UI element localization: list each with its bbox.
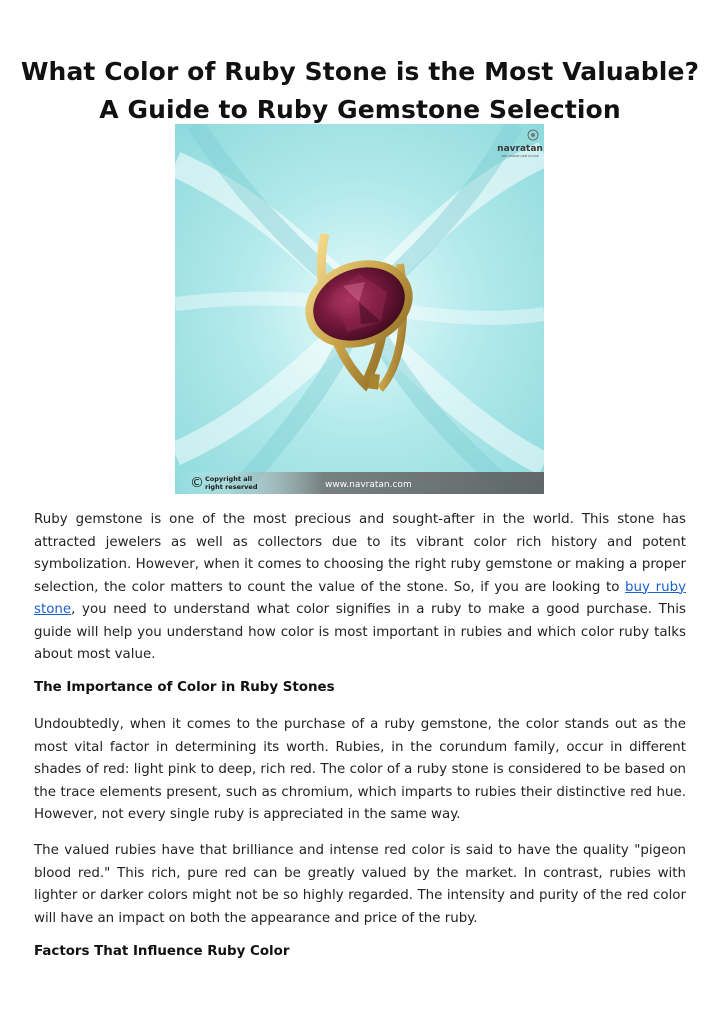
page-title (0, 53, 720, 129)
ruby-ring-photo (175, 124, 544, 494)
importance-paragraph: Undoubtedly, when it comes to the purchase of a ruby gemstone, the color stands out as the most vital factor in determining its worth. Rubies, in the corundum family, occur in different shades of red: light pink to deep, rich red. The color of a ruby stone is considered to be based on the trace elements present, such as chromium, which imparts to rubies their distinctive red hue. However, not every single ruby is appreciated in the same way. (34, 717, 686, 822)
intro-text-before-link: Ruby gemstone is one of the most precious and sought-after in the world. This stone has attracted jewelers as well as collectors due to its vibrant color rich history and potent symbolization. However, when it comes to choosing the right ruby gemstone or making a proper selection, the color matters to count the value of the stone. So, if you are looking to (34, 512, 686, 595)
copyright-line-1: Copyright all (205, 475, 253, 483)
pigeon-blood-paragraph: The valued rubies have that brilliance and intense red color is said to have the quality "pigeon blood red." This rich, pure red can be greatly valued by the market. In contrast, rubies with lighter or darker colors might not be so highly regarded. The intensity and purity of the red color will have an impact on both the appearance and price of the ruby. (34, 843, 686, 926)
section-heading-factors: Factors That Influence Ruby Color (34, 944, 290, 959)
ruby-ring-illustration (175, 124, 544, 494)
title-line-1: What Color of Ruby Stone is the Most Valuable? (20, 56, 700, 86)
title-line-2: A Guide to Ruby Gemstone Selection (99, 94, 621, 124)
brand-name: navratan (497, 144, 543, 154)
section-heading-importance: The Importance of Color in Ruby Stones (34, 680, 335, 695)
copyright-symbol: © (190, 475, 204, 491)
brand-tagline: THE ONLINE GEM HOUSE (501, 154, 539, 158)
copyright-line-2: right reserved (205, 483, 258, 491)
intro-paragraph (34, 509, 686, 667)
website-watermark: www.navratan.com (325, 480, 412, 490)
intro-text-after-link: , you need to understand what color signifies in a ruby to make a good purchase. This guide will help you understand how color is most important in rubies and which color ruby talks about most value. (34, 602, 686, 662)
buy-ruby-stone-link[interactable]: buy ruby stone (34, 579, 686, 617)
